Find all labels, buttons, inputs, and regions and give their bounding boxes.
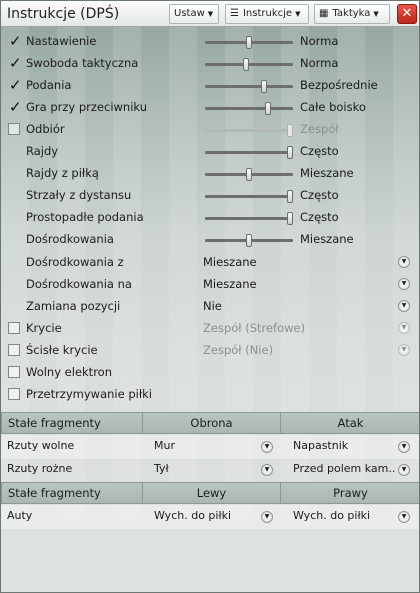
slider-thumb[interactable] (287, 212, 293, 225)
dropdown-arrow-icon[interactable]: ▼ (261, 441, 273, 453)
dropdown-rzuty-wolne-atak[interactable]: Napastnik (293, 439, 349, 452)
row-strzaly (1, 185, 420, 207)
caret-down-icon: ▼ (207, 10, 214, 18)
row-gra (1, 97, 420, 119)
dropdown-rzuty-rozne-atak[interactable]: Przed polem kam.. (293, 462, 396, 475)
instrukcje-label: Instrukcje (242, 8, 293, 19)
dropdown-zamiana[interactable]: Nie (203, 299, 222, 313)
slider-nastawienie[interactable] (205, 41, 293, 44)
slider-thumb[interactable] (287, 146, 293, 159)
pitch-icon: ▦ (319, 8, 329, 19)
label-nastawienie: Nastawienie (26, 34, 97, 48)
value-strzaly: Często (300, 188, 339, 202)
slider-thumb[interactable] (287, 124, 293, 137)
label-scisle: Ścisłe krycie (26, 343, 98, 357)
label-swoboda: Swoboda taktyczna (26, 56, 139, 70)
checkbox-wolny[interactable] (8, 366, 20, 378)
row-dosrodkowania (1, 229, 420, 251)
dropdown-arrow-icon[interactable]: ▼ (398, 344, 410, 356)
label-dosrodkowania-na: Dośrodkowania na (26, 277, 132, 291)
value-prostopadle: Często (300, 210, 339, 224)
label-wolny: Wolny elektron (26, 365, 112, 379)
dropdown-arrow-icon[interactable]: ▼ (398, 441, 410, 453)
taktyka-menu-button[interactable] (314, 4, 390, 24)
dropdown-arrow-icon[interactable]: ▼ (261, 464, 273, 476)
checkbox-przetrzymywanie[interactable] (8, 388, 20, 400)
slider-thumb[interactable] (287, 190, 293, 203)
row-krycie[interactable] (1, 318, 420, 340)
row-podania (1, 75, 420, 97)
dropdown-arrow-icon[interactable]: ▼ (398, 256, 410, 268)
dropdown-arrow-icon[interactable]: ▼ (261, 511, 273, 523)
dropdown-scisle[interactable]: Zespół (Nie) (203, 343, 274, 357)
slider-podania[interactable] (205, 85, 293, 88)
header-stale-fragmenty: Stałe fragmenty (1, 412, 143, 434)
row-dosrodkowania-na[interactable] (1, 274, 420, 296)
label-gra: Gra przy przeciwniku (26, 100, 148, 114)
value-swoboda: Norma (300, 56, 339, 70)
label-rajdy-pilka: Rajdy z piłką (26, 166, 99, 180)
label-zamiana: Zamiana pozycji (26, 299, 121, 313)
row-nastawienie (1, 31, 420, 53)
row-scisle[interactable] (1, 340, 420, 362)
title-bar (1, 1, 420, 27)
header-lewy: Lewy (142, 482, 281, 504)
label-strzaly: Strzały z dystansu (26, 188, 132, 202)
label-prostopadle: Prostopadłe podania (26, 210, 144, 224)
slider-thumb[interactable] (261, 80, 267, 93)
cell-label: Rzuty rożne (7, 462, 73, 475)
checkbox-odbior[interactable] (8, 123, 20, 135)
close-icon: ✕ (401, 6, 413, 21)
label-podania: Podania (26, 78, 72, 92)
slider-dosrodkowania[interactable] (205, 239, 293, 242)
dropdown-dosrodkowania-z[interactable]: Mieszane (203, 255, 257, 269)
dropdown-rzuty-wolne-obrona[interactable]: Mur (154, 439, 175, 452)
checkbox-gra[interactable]: ✓ (9, 98, 22, 116)
window-title: Instrukcje (DPŚ) (7, 6, 120, 22)
row-przetrzymywanie[interactable] (1, 384, 420, 406)
slider-thumb[interactable] (246, 168, 252, 181)
header-obrona: Obrona (142, 412, 281, 434)
value-nastawienie: Norma (300, 34, 339, 48)
cell-label: Rzuty wolne (7, 439, 75, 452)
value-podania: Bezpośrednie (300, 78, 378, 92)
checkbox-scisle[interactable] (8, 344, 20, 356)
slider-rajdy[interactable] (205, 151, 293, 154)
label-dosrodkowania-z: Dośrodkowania z (26, 255, 124, 269)
row-swoboda (1, 53, 420, 75)
list-icon: ☰ (230, 8, 239, 19)
value-rajdy: Często (300, 144, 339, 158)
label-krycie: Krycie (26, 321, 62, 335)
slider-thumb[interactable] (265, 102, 271, 115)
dropdown-arrow-icon[interactable]: ▼ (398, 300, 410, 312)
dropdown-arrow-icon[interactable]: ▼ (398, 322, 410, 334)
label-odbior: Odbiór (26, 122, 65, 136)
label-dosrodkowania: Dośrodkowania (26, 232, 114, 246)
dropdown-krycie[interactable]: Zespół (Strefowe) (203, 321, 306, 335)
dropdown-rzuty-rozne-obrona[interactable]: Tył (154, 462, 169, 475)
label-przetrzymywanie: Przetrzymywanie piłki (26, 387, 152, 401)
row-zamiana[interactable] (1, 296, 420, 318)
slider-prostopadle[interactable] (205, 217, 293, 220)
value-gra: Całe boisko (300, 100, 366, 114)
slider-gra[interactable] (205, 107, 293, 110)
cell-label: Auty (7, 509, 33, 522)
checkbox-nastawienie[interactable]: ✓ (9, 32, 22, 50)
value-rajdy-pilka: Mieszane (300, 166, 354, 180)
slider-thumb[interactable] (246, 234, 252, 247)
header-stale-fragmenty: Stałe fragmenty (1, 482, 143, 504)
value-odbior: Zespół (300, 122, 339, 136)
value-dosrodkowania: Mieszane (300, 232, 354, 246)
dropdown-auty-prawy[interactable]: Wych. do piłki (293, 509, 371, 522)
row-prostopadle (1, 207, 420, 229)
dropdown-arrow-icon[interactable]: ▼ (398, 464, 410, 476)
caret-down-icon: ▼ (295, 10, 301, 18)
dropdown-auty-lewy[interactable]: Wych. do piłki (154, 509, 232, 522)
checkbox-krycie[interactable] (8, 322, 20, 334)
row-wolny[interactable] (1, 362, 420, 384)
taktyka-label: Taktyka (332, 8, 371, 19)
ustaw-label: Ustaw (174, 8, 205, 19)
slider-odbior[interactable] (205, 129, 293, 132)
header-prawy: Prawy (280, 482, 420, 504)
dropdown-dosrodkowania-na[interactable]: Mieszane (203, 277, 257, 291)
slider-swoboda[interactable] (205, 63, 293, 66)
slider-strzaly[interactable] (205, 195, 293, 198)
checkbox-podania[interactable]: ✓ (9, 76, 22, 94)
header-atak: Atak (280, 412, 420, 434)
row-dosrodkowania-z[interactable] (1, 252, 420, 274)
ustaw-menu-button[interactable] (169, 4, 219, 24)
row-odbior (1, 119, 420, 141)
checkbox-swoboda[interactable]: ✓ (9, 54, 22, 72)
dropdown-arrow-icon[interactable]: ▼ (398, 511, 410, 523)
dropdown-arrow-icon[interactable]: ▼ (398, 278, 410, 290)
slider-thumb[interactable] (243, 58, 249, 71)
row-rajdy (1, 141, 420, 163)
label-rajdy: Rajdy (26, 144, 59, 158)
slider-rajdy-pilka[interactable] (205, 173, 293, 176)
slider-thumb[interactable] (246, 36, 252, 49)
row-rajdy-pilka (1, 163, 420, 185)
instrukcje-menu-button[interactable] (225, 4, 309, 24)
caret-down-icon: ▼ (373, 10, 379, 18)
close-button[interactable] (397, 4, 417, 24)
